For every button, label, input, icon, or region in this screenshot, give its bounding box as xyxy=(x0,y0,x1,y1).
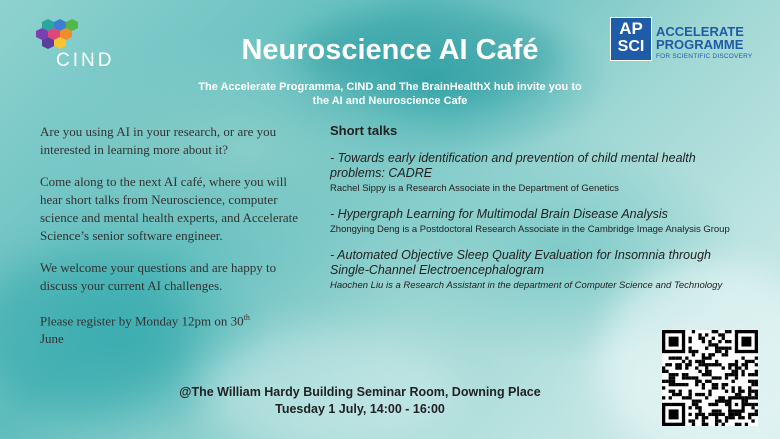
venue-details xyxy=(120,384,600,418)
talk-item xyxy=(330,248,730,292)
venue-location: @The William Hardy Building Seminar Room, Downing Place xyxy=(179,385,541,399)
apsci-logo xyxy=(610,17,758,61)
apsci-programme-text: PROGRAMME xyxy=(656,37,744,52)
intro-text xyxy=(40,123,300,362)
speaker-description: Zhongying Deng is a Postdoctoral Research Associate in the Cambridge Image Analysis Group xyxy=(330,224,730,235)
talk-title: - Towards early identification and prevention of child mental health problems: CADRE xyxy=(330,151,696,180)
talk-item xyxy=(330,207,730,236)
registration-qr-code[interactable] xyxy=(662,330,758,426)
date-suffix: th xyxy=(243,313,250,322)
page-title: Neuroscience AI Café xyxy=(241,34,539,66)
cind-wordmark: CIND xyxy=(56,50,115,71)
intro-paragraph: Are you using AI in your research, or are you interested in learning more about it? xyxy=(40,124,277,157)
speaker-description: Haochen Liu is a Research Assistant in the department of Computer Science and Technology xyxy=(330,280,723,291)
talk-title: - Automated Objective Sleep Quality Evaluation for Insomnia through Single-Channel Electroencephalogram xyxy=(330,248,711,277)
subtitle-line-2: the AI and Neuroscience Cafe xyxy=(312,95,468,107)
talk-item xyxy=(330,151,730,195)
apsci-ap-text: AP xyxy=(619,19,643,38)
apsci-logo-box xyxy=(610,17,652,61)
apsci-sci-text: SCI xyxy=(617,38,645,55)
subtitle-line-1: The Accelerate Programma, CIND and The BrainHealthX hub invite you to xyxy=(198,81,582,93)
qr-code-icon xyxy=(662,330,758,426)
apsci-tagline-text: FOR SCIENTIFIC DISCOVERY xyxy=(656,53,753,60)
intro-paragraph: Come along to the next AI café, where you will hear short talks from Neuroscience, computer science and mental health experts, and Accelerate Science’s senior software engineer. xyxy=(40,174,299,243)
invitation-subtitle xyxy=(150,80,630,108)
event-date-time: Tuesday 1 July, 14:00 - 16:00 xyxy=(275,402,445,416)
apsci-accelerate-text: ACCELERATE xyxy=(656,24,744,39)
register-month: June xyxy=(40,331,64,347)
intro-paragraph: We welcome your questions and are happy to discuss your current AI challenges. xyxy=(40,260,277,293)
talks-heading: Short talks xyxy=(330,123,398,138)
talk-title: - Hypergraph Learning for Multimodal Brain Disease Analysis xyxy=(330,207,668,221)
register-text: Please register by Monday 12pm on 30 xyxy=(40,313,244,329)
speaker-description: Rachel Sippy is a Research Associate in the Department of Genetics xyxy=(330,183,619,194)
short-talks-section xyxy=(330,123,730,304)
register-deadline xyxy=(40,309,300,348)
